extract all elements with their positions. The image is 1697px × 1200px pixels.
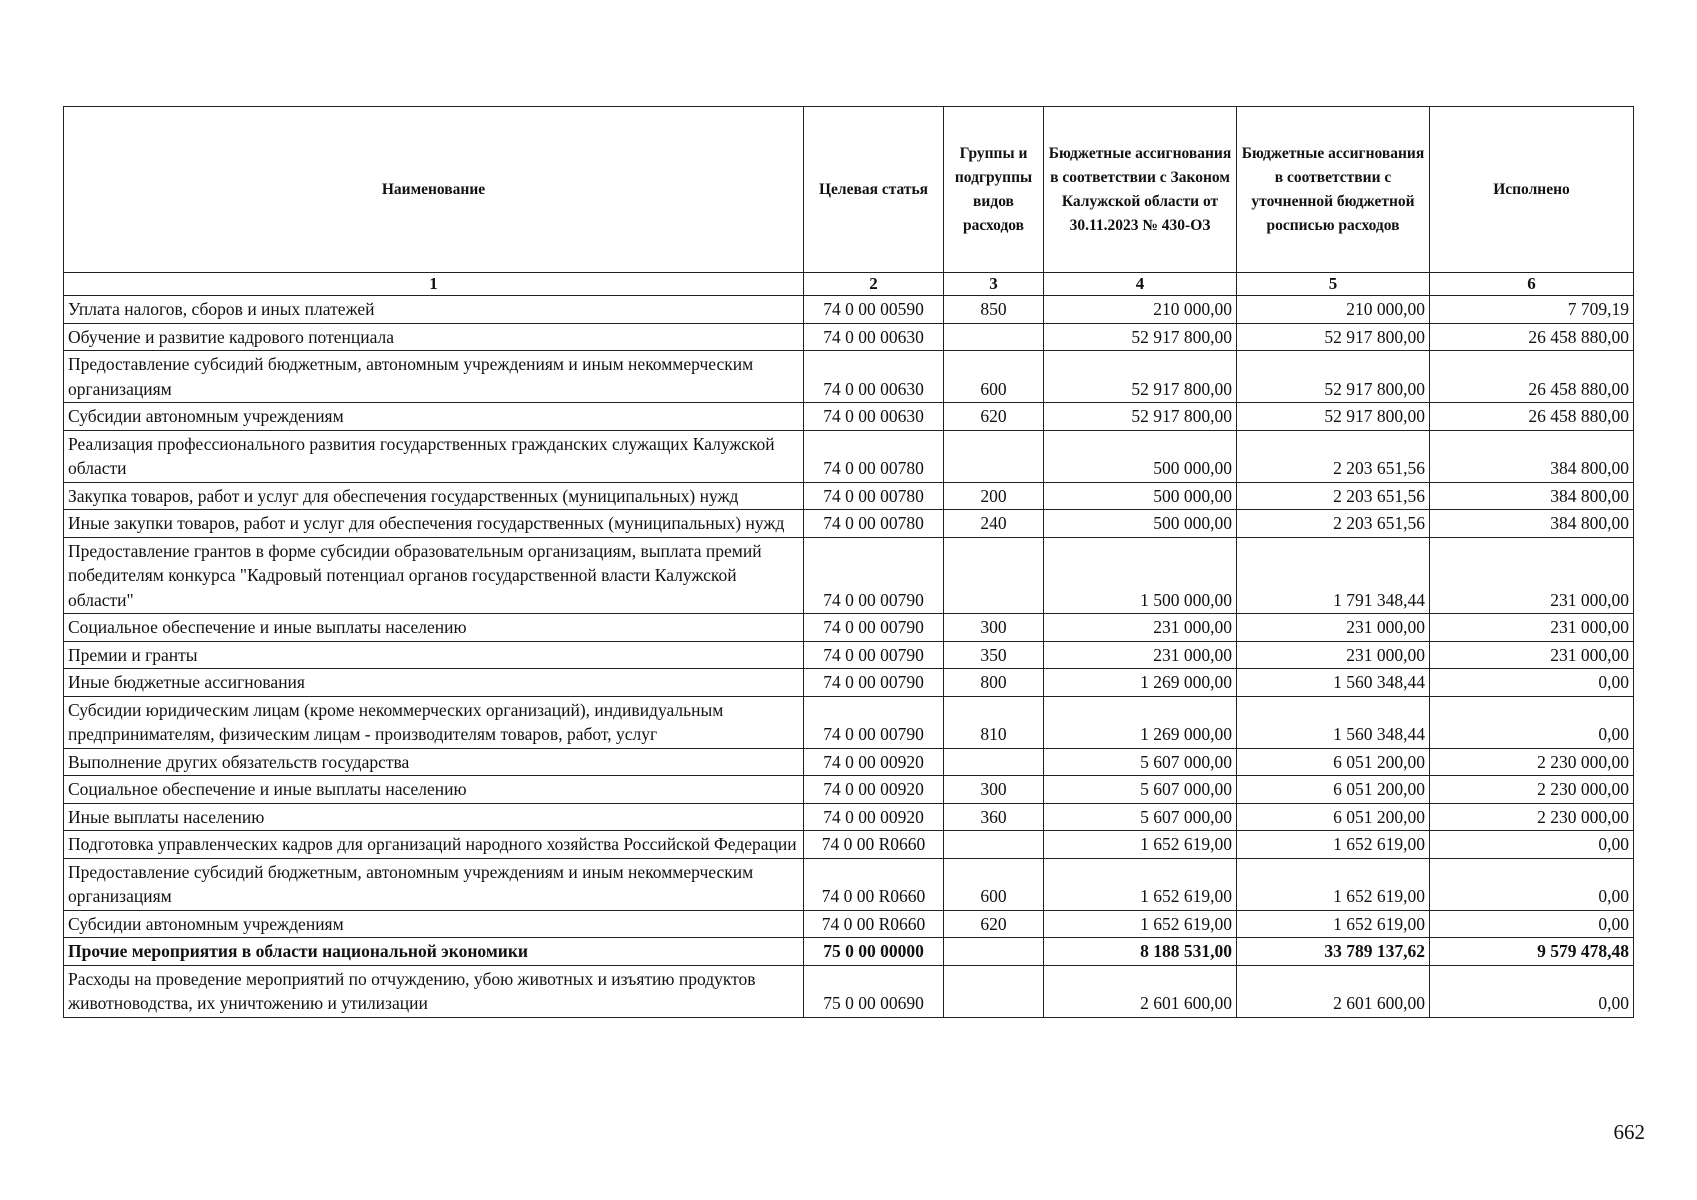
row-target-article: 74 0 00 00630 — [804, 403, 944, 431]
table-row — [64, 614, 1634, 642]
table-row — [64, 482, 1634, 510]
row-refined-allocation: 210 000,00 — [1237, 296, 1430, 324]
row-law-allocation: 1 652 619,00 — [1044, 910, 1237, 938]
row-target-article: 74 0 00 00920 — [804, 803, 944, 831]
row-law-allocation: 210 000,00 — [1044, 296, 1237, 324]
table-row — [64, 803, 1634, 831]
row-target-article: 74 0 00 00590 — [804, 296, 944, 324]
table-row — [64, 938, 1634, 966]
row-refined-allocation: 1 652 619,00 — [1237, 910, 1430, 938]
row-executed: 2 230 000,00 — [1430, 803, 1634, 831]
table-row — [64, 537, 1634, 614]
header-refined-allocations: Бюджетные ассигнования в соответствии с уточненной бюджетной росписью расходов — [1237, 107, 1430, 273]
row-law-allocation: 5 607 000,00 — [1044, 748, 1237, 776]
row-expense-group: 800 — [944, 669, 1044, 697]
column-number: 1 — [64, 273, 804, 296]
row-refined-allocation: 231 000,00 — [1237, 641, 1430, 669]
row-name: Иные выплаты населению — [64, 803, 804, 831]
row-law-allocation: 1 652 619,00 — [1044, 831, 1237, 859]
row-expense-group: 240 — [944, 510, 1044, 538]
table-body — [64, 296, 1634, 1018]
row-name: Субсидии автономным учреждениям — [64, 910, 804, 938]
row-law-allocation: 5 607 000,00 — [1044, 803, 1237, 831]
row-target-article: 74 0 00 00790 — [804, 641, 944, 669]
header-name: Наименование — [64, 107, 804, 273]
row-name: Социальное обеспечение и иные выплаты населению — [64, 614, 804, 642]
table-row — [64, 669, 1634, 697]
row-expense-group — [944, 323, 1044, 351]
table-row — [64, 430, 1634, 482]
row-executed: 0,00 — [1430, 910, 1634, 938]
table-row — [64, 965, 1634, 1017]
header-target-article: Целевая статья — [804, 107, 944, 273]
row-expense-group: 300 — [944, 776, 1044, 804]
row-refined-allocation: 2 601 600,00 — [1237, 965, 1430, 1017]
row-target-article: 74 0 00 00630 — [804, 351, 944, 403]
row-executed: 9 579 478,48 — [1430, 938, 1634, 966]
row-executed: 0,00 — [1430, 669, 1634, 697]
row-name: Предоставление субсидий бюджетным, автономным учреждениям и иным некоммерческим организациям — [64, 858, 804, 910]
row-name: Закупка товаров, работ и услуг для обеспечения государственных (муниципальных) нужд — [64, 482, 804, 510]
row-refined-allocation: 1 791 348,44 — [1237, 537, 1430, 614]
column-number-row — [64, 273, 1634, 296]
row-target-article: 74 0 00 00790 — [804, 614, 944, 642]
row-target-article: 74 0 00 00790 — [804, 669, 944, 697]
row-refined-allocation: 1 560 348,44 — [1237, 669, 1430, 697]
row-law-allocation: 500 000,00 — [1044, 510, 1237, 538]
row-name: Обучение и развитие кадрового потенциала — [64, 323, 804, 351]
column-number: 5 — [1237, 273, 1430, 296]
row-name: Иные бюджетные ассигнования — [64, 669, 804, 697]
row-refined-allocation: 2 203 651,56 — [1237, 482, 1430, 510]
page-number: 662 — [1613, 1120, 1645, 1144]
row-executed: 231 000,00 — [1430, 641, 1634, 669]
row-law-allocation: 52 917 800,00 — [1044, 403, 1237, 431]
row-refined-allocation: 52 917 800,00 — [1237, 323, 1430, 351]
row-name: Реализация профессионального развития государственных гражданских служащих Калужской области — [64, 430, 804, 482]
row-refined-allocation: 2 203 651,56 — [1237, 510, 1430, 538]
row-target-article: 74 0 00 00790 — [804, 696, 944, 748]
table-row — [64, 776, 1634, 804]
table-row — [64, 403, 1634, 431]
row-law-allocation: 5 607 000,00 — [1044, 776, 1237, 804]
row-expense-group: 360 — [944, 803, 1044, 831]
row-executed: 0,00 — [1430, 831, 1634, 859]
row-refined-allocation: 1 652 619,00 — [1237, 831, 1430, 859]
row-expense-group: 620 — [944, 910, 1044, 938]
table-row — [64, 351, 1634, 403]
row-name: Премии и гранты — [64, 641, 804, 669]
row-expense-group: 850 — [944, 296, 1044, 324]
row-refined-allocation: 6 051 200,00 — [1237, 803, 1430, 831]
row-refined-allocation: 2 203 651,56 — [1237, 430, 1430, 482]
column-number: 2 — [804, 273, 944, 296]
table-row — [64, 323, 1634, 351]
row-refined-allocation: 52 917 800,00 — [1237, 351, 1430, 403]
row-expense-group — [944, 537, 1044, 614]
row-executed: 0,00 — [1430, 696, 1634, 748]
row-law-allocation: 2 601 600,00 — [1044, 965, 1237, 1017]
row-name: Расходы на проведение мероприятий по отчуждению, убою животных и изъятию продуктов животноводства, их уничтожению и утилизации — [64, 965, 804, 1017]
row-refined-allocation: 6 051 200,00 — [1237, 776, 1430, 804]
header-row — [64, 107, 1634, 273]
row-expense-group — [944, 831, 1044, 859]
table-row — [64, 641, 1634, 669]
row-law-allocation: 500 000,00 — [1044, 482, 1237, 510]
row-executed: 7 709,19 — [1430, 296, 1634, 324]
row-target-article: 74 0 00 00920 — [804, 748, 944, 776]
row-executed: 26 458 880,00 — [1430, 403, 1634, 431]
row-target-article: 74 0 00 00780 — [804, 510, 944, 538]
row-target-article: 74 0 00 00780 — [804, 430, 944, 482]
column-number: 6 — [1430, 273, 1634, 296]
row-executed: 231 000,00 — [1430, 614, 1634, 642]
row-executed: 26 458 880,00 — [1430, 351, 1634, 403]
row-expense-group — [944, 748, 1044, 776]
row-name: Субсидии автономным учреждениям — [64, 403, 804, 431]
row-name: Субсидии юридическим лицам (кроме некоммерческих организаций), индивидуальным предпринимателям, физическим лицам - производителям товаров, работ, услуг — [64, 696, 804, 748]
row-refined-allocation: 33 789 137,62 — [1237, 938, 1430, 966]
row-expense-group — [944, 965, 1044, 1017]
row-law-allocation: 1 500 000,00 — [1044, 537, 1237, 614]
row-law-allocation: 500 000,00 — [1044, 430, 1237, 482]
row-target-article: 74 0 00 00780 — [804, 482, 944, 510]
header-expense-groups: Группы и подгруппы видов расходов — [944, 107, 1044, 273]
row-executed: 384 800,00 — [1430, 430, 1634, 482]
row-refined-allocation: 1 652 619,00 — [1237, 858, 1430, 910]
table-row — [64, 910, 1634, 938]
row-law-allocation: 231 000,00 — [1044, 641, 1237, 669]
row-law-allocation: 52 917 800,00 — [1044, 351, 1237, 403]
row-law-allocation: 1 269 000,00 — [1044, 696, 1237, 748]
budget-table — [63, 106, 1634, 1018]
table-row — [64, 831, 1634, 859]
row-refined-allocation: 231 000,00 — [1237, 614, 1430, 642]
row-expense-group: 810 — [944, 696, 1044, 748]
row-expense-group: 600 — [944, 858, 1044, 910]
column-number: 3 — [944, 273, 1044, 296]
row-target-article: 74 0 00 00790 — [804, 537, 944, 614]
row-refined-allocation: 1 560 348,44 — [1237, 696, 1430, 748]
row-name: Социальное обеспечение и иные выплаты населению — [64, 776, 804, 804]
row-expense-group: 200 — [944, 482, 1044, 510]
table-row — [64, 858, 1634, 910]
row-target-article: 74 0 00 R0660 — [804, 831, 944, 859]
row-law-allocation: 1 269 000,00 — [1044, 669, 1237, 697]
row-executed: 231 000,00 — [1430, 537, 1634, 614]
row-target-article: 75 0 00 00690 — [804, 965, 944, 1017]
row-law-allocation: 8 188 531,00 — [1044, 938, 1237, 966]
row-executed: 2 230 000,00 — [1430, 776, 1634, 804]
row-law-allocation: 231 000,00 — [1044, 614, 1237, 642]
row-target-article: 74 0 00 00920 — [804, 776, 944, 804]
row-law-allocation: 1 652 619,00 — [1044, 858, 1237, 910]
row-executed: 384 800,00 — [1430, 510, 1634, 538]
row-law-allocation: 52 917 800,00 — [1044, 323, 1237, 351]
row-refined-allocation: 6 051 200,00 — [1237, 748, 1430, 776]
row-expense-group — [944, 938, 1044, 966]
row-expense-group: 600 — [944, 351, 1044, 403]
row-refined-allocation: 52 917 800,00 — [1237, 403, 1430, 431]
row-name: Предоставление грантов в форме субсидии образовательным организациям, выплата премий победителям конкурса "Кадровый потенциал органов государственной власти Калужской области" — [64, 537, 804, 614]
column-number: 4 — [1044, 273, 1237, 296]
row-executed: 0,00 — [1430, 965, 1634, 1017]
header-law-allocations: Бюджетные ассигнования в соответствии с Законом Калужской области от 30.11.2023 № 430-ОЗ — [1044, 107, 1237, 273]
row-executed: 0,00 — [1430, 858, 1634, 910]
row-executed: 384 800,00 — [1430, 482, 1634, 510]
row-target-article: 74 0 00 00630 — [804, 323, 944, 351]
row-name: Предоставление субсидий бюджетным, автономным учреждениям и иным некоммерческим организациям — [64, 351, 804, 403]
row-name: Уплата налогов, сборов и иных платежей — [64, 296, 804, 324]
table-row — [64, 748, 1634, 776]
row-name: Выполнение других обязательств государства — [64, 748, 804, 776]
row-target-article: 74 0 00 R0660 — [804, 910, 944, 938]
row-target-article: 75 0 00 00000 — [804, 938, 944, 966]
header-executed: Исполнено — [1430, 107, 1634, 273]
row-executed: 2 230 000,00 — [1430, 748, 1634, 776]
row-expense-group: 350 — [944, 641, 1044, 669]
table-row — [64, 696, 1634, 748]
row-name: Прочие мероприятия в области национальной экономики — [64, 938, 804, 966]
row-name: Подготовка управленческих кадров для организаций народного хозяйства Российской Федерации — [64, 831, 804, 859]
row-expense-group: 620 — [944, 403, 1044, 431]
table-row — [64, 510, 1634, 538]
row-expense-group: 300 — [944, 614, 1044, 642]
table-row — [64, 296, 1634, 324]
row-target-article: 74 0 00 R0660 — [804, 858, 944, 910]
row-expense-group — [944, 430, 1044, 482]
row-executed: 26 458 880,00 — [1430, 323, 1634, 351]
row-name: Иные закупки товаров, работ и услуг для обеспечения государственных (муниципальных) нужд — [64, 510, 804, 538]
